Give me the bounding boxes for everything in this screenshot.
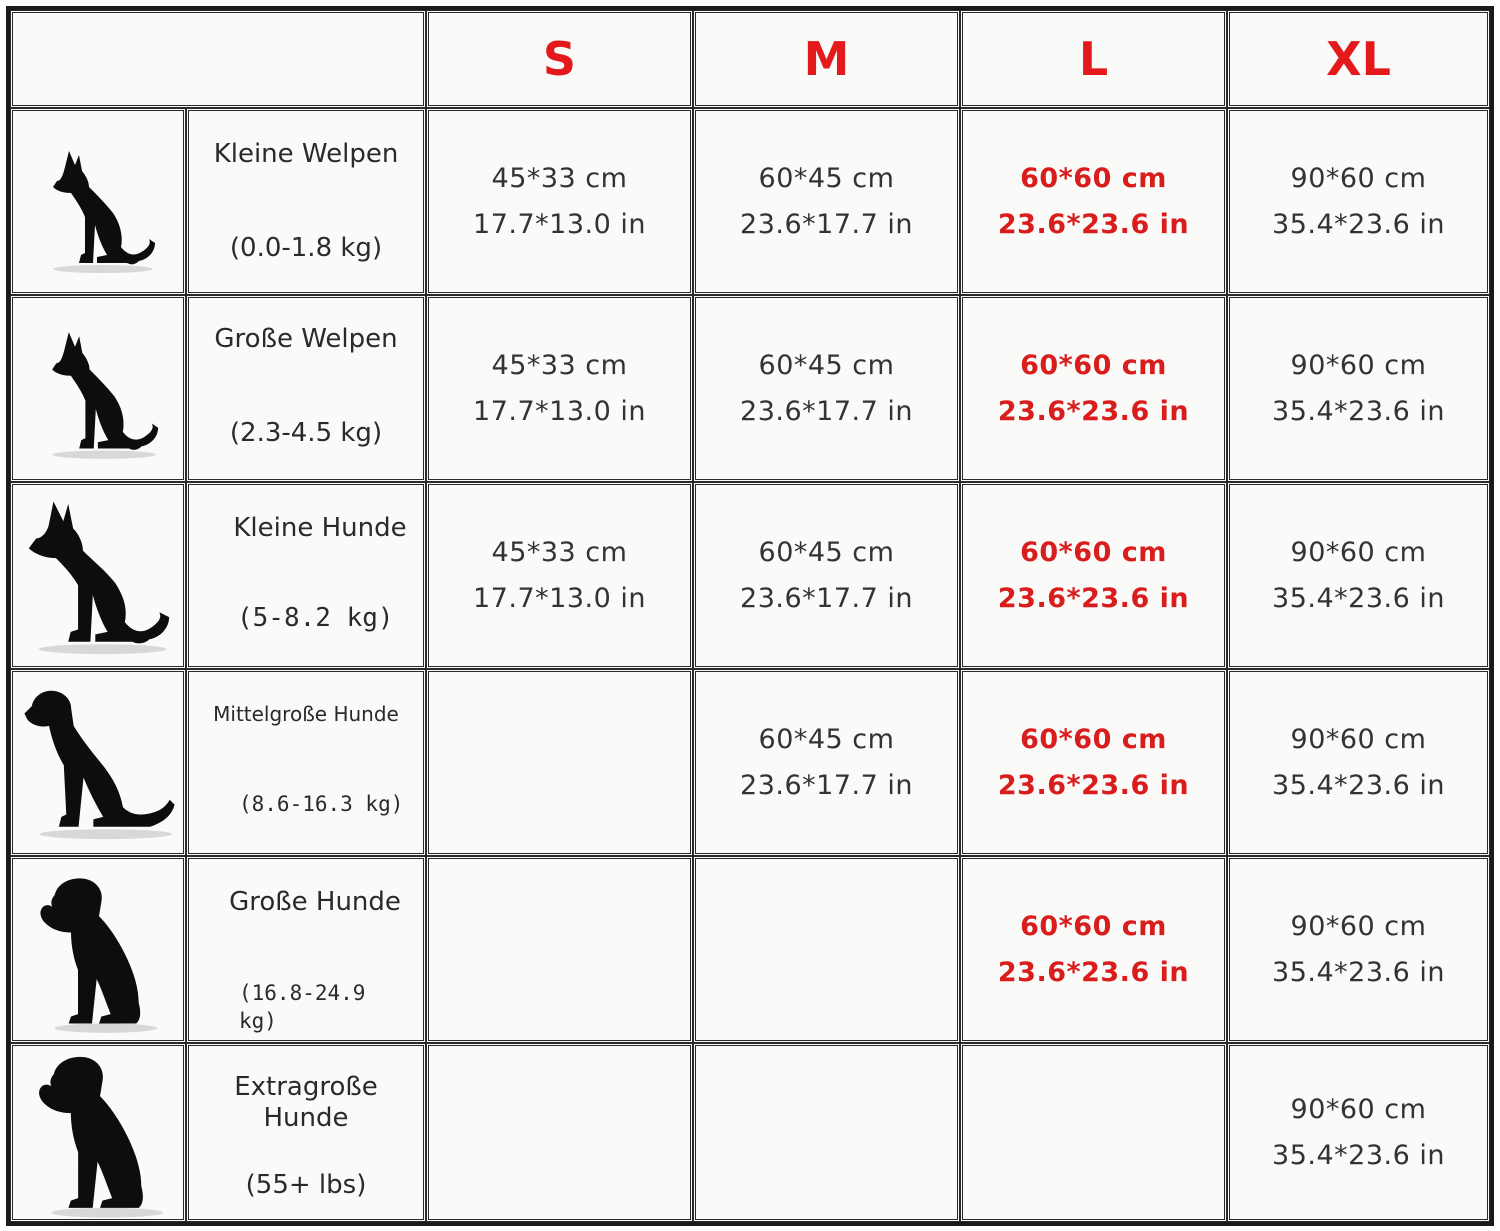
row-category-cell bbox=[186, 482, 426, 669]
size-label-s: S bbox=[542, 32, 577, 86]
value-cm-highlight: 60*60 cm bbox=[1020, 162, 1167, 194]
row-icon-cell bbox=[10, 669, 186, 856]
value-in-highlight: 23.6*23.6 in bbox=[997, 769, 1190, 801]
value-cell-l bbox=[960, 669, 1227, 856]
value-cell-m bbox=[693, 295, 960, 482]
dog-pup-silhouette-icon bbox=[35, 147, 165, 277]
header-size-m bbox=[693, 10, 960, 108]
value-in-highlight: 23.6*23.6 in bbox=[997, 582, 1190, 614]
value-cell-m bbox=[693, 108, 960, 295]
header-empty-cell bbox=[10, 10, 426, 108]
header-size-xl bbox=[1227, 10, 1490, 108]
value-in: 35.4*23.6 in bbox=[1272, 208, 1445, 240]
value-cell-s bbox=[426, 482, 693, 669]
value-cell-l bbox=[960, 482, 1227, 669]
value-cell-s bbox=[426, 295, 693, 482]
category-label-line2: Hunde bbox=[263, 1103, 349, 1133]
value-cell-m-empty bbox=[693, 856, 960, 1043]
value-in: 23.6*17.7 in bbox=[740, 395, 913, 427]
dog-shepherd-silhouette-icon bbox=[19, 499, 179, 659]
value-cm: 45*33 cm bbox=[491, 349, 628, 381]
value-cell-l-empty bbox=[960, 1043, 1227, 1222]
value-cell-xl bbox=[1227, 482, 1490, 669]
value-cell-l bbox=[960, 856, 1227, 1043]
row-icon-cell bbox=[10, 1043, 186, 1222]
row-category-cell bbox=[186, 1043, 426, 1222]
value-cell-xl bbox=[1227, 669, 1490, 856]
weight-range-label-line2: kg) bbox=[239, 1009, 277, 1033]
value-in: 35.4*23.6 in bbox=[1272, 956, 1445, 988]
value-cm: 60*45 cm bbox=[758, 162, 895, 194]
value-cm-highlight: 60*60 cm bbox=[1020, 723, 1167, 755]
value-in: 23.6*17.7 in bbox=[740, 769, 913, 801]
category-label-line1: Extragroße bbox=[234, 1072, 378, 1102]
weight-range-label-line1: (16.8-24.9 bbox=[239, 981, 366, 1005]
category-label: Mittelgroße Hunde bbox=[213, 702, 399, 726]
dog-pup-silhouette-icon bbox=[31, 328, 171, 463]
value-cell-m bbox=[693, 669, 960, 856]
row-category-cell bbox=[186, 295, 426, 482]
value-cell-s-empty bbox=[426, 1043, 693, 1222]
dog-retriever-silhouette-icon bbox=[17, 684, 182, 844]
header-size-l bbox=[960, 10, 1227, 108]
value-cell-s bbox=[426, 108, 693, 295]
value-cm-highlight: 60*60 cm bbox=[1020, 910, 1167, 942]
value-in-highlight: 23.6*23.6 in bbox=[997, 208, 1190, 240]
category-label: Kleine Hunde bbox=[233, 513, 407, 543]
value-cm-highlight: 60*60 cm bbox=[1020, 349, 1167, 381]
row-icon-cell bbox=[10, 108, 186, 295]
value-cm: 60*45 cm bbox=[758, 536, 895, 568]
category-label: Große Hunde bbox=[229, 887, 401, 917]
weight-range-label: (2.3-4.5 kg) bbox=[229, 418, 383, 448]
value-in: 35.4*23.6 in bbox=[1272, 1139, 1445, 1171]
value-cm-highlight: 60*60 cm bbox=[1020, 536, 1167, 568]
value-cm: 90*60 cm bbox=[1290, 1093, 1427, 1125]
value-cm: 45*33 cm bbox=[491, 536, 628, 568]
value-cm: 90*60 cm bbox=[1290, 536, 1427, 568]
category-label: Kleine Welpen bbox=[213, 139, 399, 169]
value-cm: 90*60 cm bbox=[1290, 349, 1427, 381]
row-icon-cell bbox=[10, 482, 186, 669]
value-cell-xl bbox=[1227, 108, 1490, 295]
size-chart-table bbox=[6, 6, 1494, 1226]
value-cell-s-empty bbox=[426, 669, 693, 856]
value-in: 35.4*23.6 in bbox=[1272, 395, 1445, 427]
value-cm: 90*60 cm bbox=[1290, 162, 1427, 194]
category-label: Große Welpen bbox=[214, 324, 398, 354]
weight-range-label: (55+ lbs) bbox=[245, 1170, 367, 1200]
row-icon-cell bbox=[10, 856, 186, 1043]
dog-large-silhouette-icon bbox=[25, 1050, 175, 1220]
value-in: 23.6*17.7 in bbox=[740, 208, 913, 240]
value-cm: 60*45 cm bbox=[758, 349, 895, 381]
value-cell-xl bbox=[1227, 856, 1490, 1043]
size-label-m: M bbox=[803, 32, 850, 86]
header-size-s bbox=[426, 10, 693, 108]
value-in-highlight: 23.6*23.6 in bbox=[997, 395, 1190, 427]
row-category-cell bbox=[186, 856, 426, 1043]
value-cm: 90*60 cm bbox=[1290, 723, 1427, 755]
weight-range-label: (8.6-16.3 kg) bbox=[239, 792, 404, 816]
value-in: 35.4*23.6 in bbox=[1272, 769, 1445, 801]
weight-range-label: (5-8.2 kg) bbox=[237, 603, 394, 633]
value-cell-l bbox=[960, 108, 1227, 295]
value-cell-l bbox=[960, 295, 1227, 482]
row-icon-cell bbox=[10, 295, 186, 482]
value-in: 35.4*23.6 in bbox=[1272, 582, 1445, 614]
value-cell-m-empty bbox=[693, 1043, 960, 1222]
value-in: 17.7*13.0 in bbox=[473, 395, 646, 427]
weight-range-label: (0.0-1.8 kg) bbox=[229, 233, 383, 263]
size-label-xl: XL bbox=[1326, 32, 1391, 86]
value-cm: 45*33 cm bbox=[491, 162, 628, 194]
row-category-cell bbox=[186, 108, 426, 295]
value-cell-xl bbox=[1227, 295, 1490, 482]
value-cell-m bbox=[693, 482, 960, 669]
value-cell-s-empty bbox=[426, 856, 693, 1043]
value-in: 23.6*17.7 in bbox=[740, 582, 913, 614]
value-cm: 90*60 cm bbox=[1290, 910, 1427, 942]
value-in-highlight: 23.6*23.6 in bbox=[997, 956, 1190, 988]
value-in: 17.7*13.0 in bbox=[473, 208, 646, 240]
value-cell-xl bbox=[1227, 1043, 1490, 1222]
row-category-cell bbox=[186, 669, 426, 856]
size-label-l: L bbox=[1078, 32, 1109, 86]
dog-rottweiler-silhouette-icon bbox=[29, 871, 169, 1036]
value-cm: 60*45 cm bbox=[758, 723, 895, 755]
value-in: 17.7*13.0 in bbox=[473, 582, 646, 614]
